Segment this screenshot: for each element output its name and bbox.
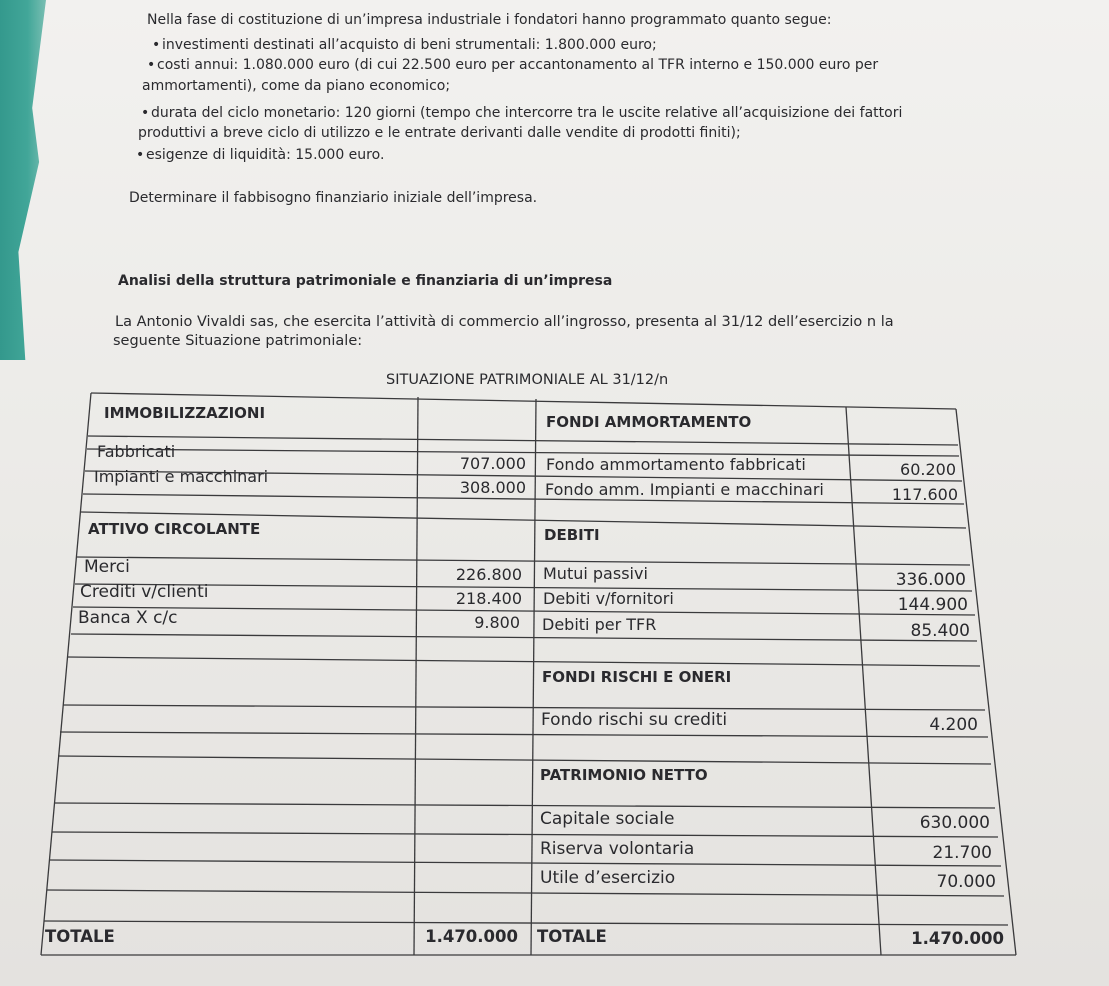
section-attivo-circolante: ATTIVO CIRCOLANTE [88,520,261,538]
exercise1-task: Determinare il fabbisogno finanziario iniziale dell’impresa. [129,190,538,206]
row-impianti-label: Impianti e macchinari [94,467,269,486]
row-utile-esercizio-value: 70.000 [936,872,996,892]
row-riserva-volontaria-label: Riserva volontaria [540,839,695,859]
row-fondo-fabbricati-label: Fondo ammortamento fabbricati [546,455,806,474]
row-merci-value: 226.800 [455,565,522,584]
exercise1-bullet-2: • costi annui: 1.080.000 euro (di cui 22.500 euro per accantonamento al TFR interno e 150.000 euro per [147,57,878,73]
exercise1-intro: Nella fase di costituzione di un’impresa industriale i fondatori hanno programmato quanto segue: [147,12,832,28]
row-debiti-fornitori-value: 144.900 [897,595,968,615]
row-debiti-fornitori-label: Debiti v/fornitori [543,589,674,608]
row-merci-label: Merci [84,557,130,577]
row-fabbricati-value: 707.000 [459,454,526,473]
row-banca-label: Banca X c/c [78,608,178,628]
row-capitale-sociale-value: 630.000 [919,813,990,833]
exercise1-bullet-3: • durata del ciclo monetario: 120 giorni (tempo che intercorre tra le uscite relative all’acquisizione dei fattori [141,105,902,121]
row-fondo-impianti-value: 117.600 [891,485,958,504]
row-utile-esercizio-label: Utile d’esercizio [540,868,676,888]
row-banca-value: 9.800 [474,613,520,632]
total-passivo-value: 1.470.000 [911,929,1004,948]
row-fondo-rischi-crediti-value: 4.200 [929,715,978,735]
exercise1-bullet-2-cont: ammortamenti), come da piano economico; [142,78,451,94]
section-immobilizzazioni: IMMOBILIZZAZIONI [104,404,266,422]
exercise1-bullet-3-cont: produttivi a breve ciclo di utilizzo e le entrate derivanti dalle vendite di prodotti finiti); [138,125,741,141]
exercise2-text-line1: La Antonio Vivaldi sas, che esercita l’attività di commercio all’ingrosso, presenta al 31/12 dell’esercizio n la [115,314,894,330]
row-impianti-value: 308.000 [459,478,526,497]
row-crediti-value: 218.400 [455,589,522,608]
section-fondi-rischi-oneri: FONDI RISCHI E ONERI [542,668,732,686]
total-passivo-label: TOTALE [537,927,607,946]
row-riserva-volontaria-value: 21.700 [932,843,992,863]
row-mutui-value: 336.000 [895,570,966,590]
section-debiti: DEBITI [544,526,600,544]
exercise2-heading: Analisi della struttura patrimoniale e finanziaria di un’impresa [118,273,613,289]
row-fondo-fabbricati-value: 60.200 [900,460,956,479]
row-fabbricati-label: Fabbricati [97,442,176,461]
section-fondi-ammortamento: FONDI AMMORTAMENTO [546,413,752,431]
exercise2-text-line2: seguente Situazione patrimoniale: [113,333,363,349]
exercise1-bullet-1: • investimenti destinati all’acquisto di beni strumentali: 1.800.000 euro; [152,37,657,53]
row-fondo-impianti-label: Fondo amm. Impianti e macchinari [545,480,824,499]
row-capitale-sociale-label: Capitale sociale [540,809,675,829]
row-fondo-rischi-crediti-label: Fondo rischi su crediti [541,710,728,730]
total-attivo-value: 1.470.000 [425,927,518,946]
table-title: SITUAZIONE PATRIMONIALE AL 31/12/n [386,372,669,388]
section-patrimonio-netto: PATRIMONIO NETTO [540,766,708,784]
exercise1-bullet-4: • esigenze di liquidità: 15.000 euro. [136,147,384,163]
row-crediti-label: Crediti v/clienti [80,582,209,602]
total-attivo-label: TOTALE [45,927,115,946]
row-debiti-tfr-label: Debiti per TFR [542,615,657,634]
row-debiti-tfr-value: 85.400 [910,621,970,641]
row-mutui-label: Mutui passivi [543,564,648,583]
